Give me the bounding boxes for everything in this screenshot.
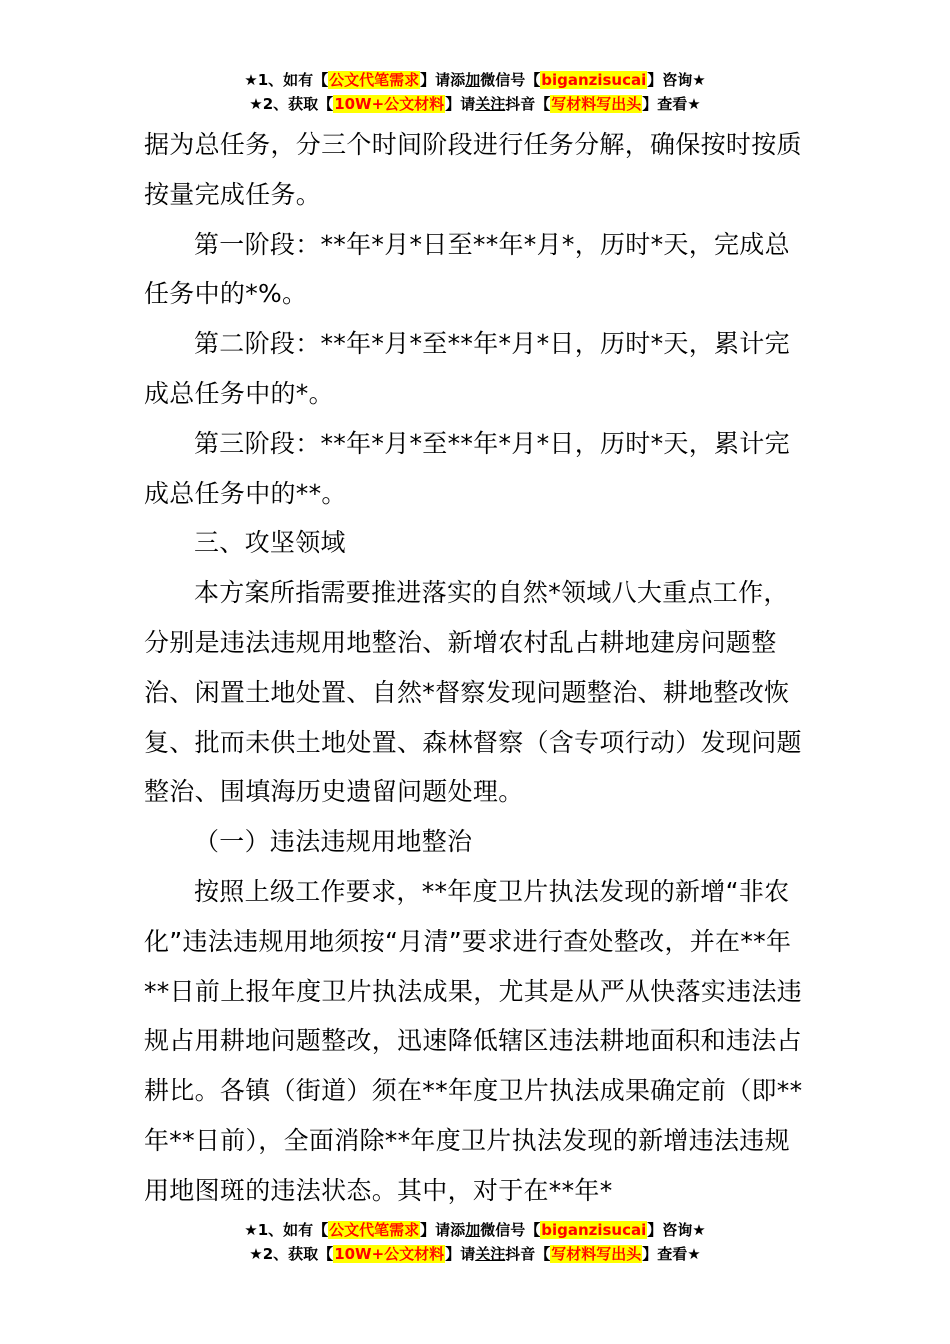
banner-text: 抖音【 <box>505 95 551 113</box>
banner-text: ★2、获取【 <box>249 95 334 113</box>
banner-text: 】咨询★ <box>647 71 706 89</box>
banner-highlight: 写材料写出头 <box>551 95 642 113</box>
banner-highlight: 写材料写出头 <box>551 1245 642 1263</box>
banner-text: 抖音【 <box>505 1245 551 1263</box>
banner-highlight: biganzisucai <box>541 1221 647 1239</box>
banner-text: 】请添 <box>420 71 466 89</box>
section-heading: 三、攻坚领域 <box>194 528 346 558</box>
paragraph: 第一阶段：**年*月*日至**年*月*，历时*天，完成总任务中的*%。 <box>144 229 790 309</box>
banner-line-2 <box>0 1242 950 1266</box>
banner-line-1 <box>0 68 950 92</box>
banner-text: 】请添 <box>420 1221 466 1239</box>
banner-underline: 关注 <box>475 95 506 113</box>
subsection-heading: （一）违法违规用地整治 <box>194 827 473 857</box>
banner-highlight: 公文代笔需求 <box>329 71 420 89</box>
banner-line-2 <box>0 92 950 116</box>
banner-highlight: 10W+公文材料 <box>334 95 445 113</box>
banner-line-1 <box>0 1218 950 1242</box>
banner-text: 微信号【 <box>480 1221 541 1239</box>
paragraph: 第二阶段：**年*月*至**年*月*日，历时*天，累计完成总任务中的*。 <box>144 329 790 408</box>
banner-highlight: 公文代笔需求 <box>329 1221 420 1239</box>
header-banner <box>0 68 950 116</box>
banner-text: 】请 <box>445 95 476 113</box>
paragraph: 按照上级工作要求，**年度卫片执法发现的新增“非农化”违法违规用地须按“月清”要求进行查处整改，并在**年**日前上报年度卫片执法成果，尤其是从严从快落实违法违规占用耕地问题整改，迅速降低辖区违法耕地面积和违法占耕比。各镇（街道）须在**年度卫片执法成果确定前（即**年**日前），全面消除**年度卫片执法发现的新增违法违规用地图斑的违法状态。其中，对于在**年* <box>144 876 803 1205</box>
paragraph: 第三阶段：**年*月*至**年*月*日，历时*天，累计完成总任务中的**。 <box>144 428 790 508</box>
document-body <box>144 120 809 1216</box>
banner-text: ★2、获取【 <box>249 1245 334 1263</box>
banner-underline: 加 <box>465 71 481 89</box>
banner-text: ★1、如有【 <box>244 1221 329 1239</box>
banner-highlight: 10W+公文材料 <box>334 1245 445 1263</box>
banner-text: 】查看★ <box>642 95 701 113</box>
banner-text: 】请 <box>445 1245 476 1263</box>
banner-text: ★1、如有【 <box>244 71 329 89</box>
banner-underline: 加 <box>465 1221 481 1239</box>
banner-text: 微信号【 <box>480 71 541 89</box>
banner-text: 】查看★ <box>642 1245 701 1263</box>
paragraph: 本方案所指需要推进落实的自然*领域八大重点工作，分别是违法违规用地整治、新增农村乱占耕地建房问题整治、闲置土地处置、自然*督察发现问题整治、耕地整改恢复、批而未供土地处置、森林督察（含专项行动）发现问题整治、围填海历史遗留问题处理。 <box>144 578 802 807</box>
banner-text: 】咨询★ <box>647 1221 706 1239</box>
banner-underline: 关注 <box>475 1245 506 1263</box>
footer-banner <box>0 1218 950 1266</box>
paragraph: 据为总任务，分三个时间阶段进行任务分解，确保按时按质按量完成任务。 <box>144 130 802 209</box>
banner-highlight: biganzisucai <box>541 71 647 89</box>
